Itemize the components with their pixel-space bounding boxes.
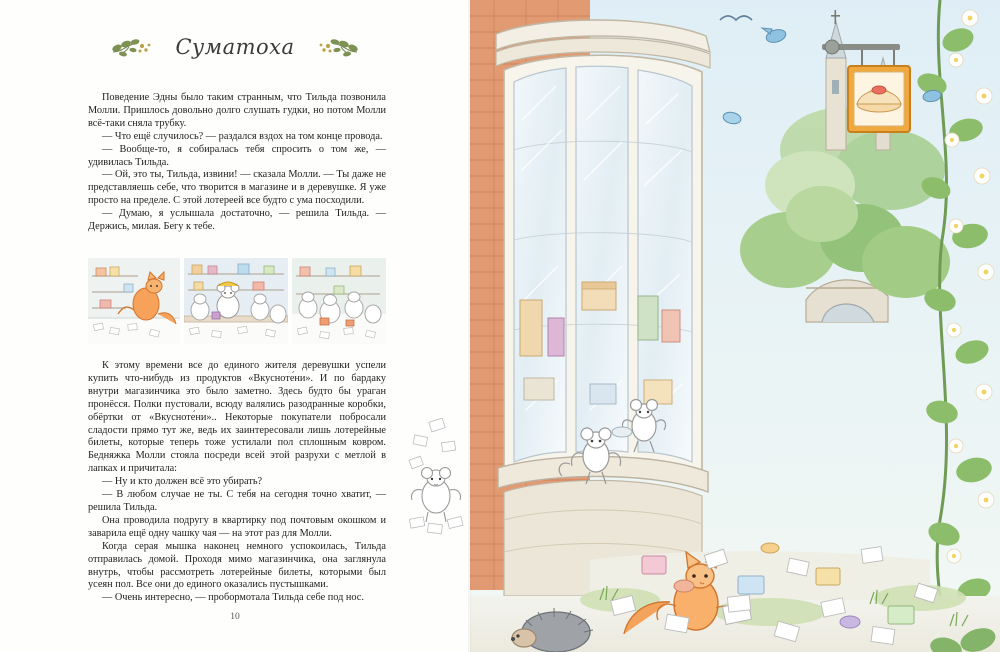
paragraph: Когда серая мышка наконец немного успокоилась, Тильда отправилась домой. Проходя мимо магазинчика, она заглянула внутрь, чтобы рассмотреть лотерейные билеты, которыми был усеян пол. Все они до единого оказались пустышками. [88, 540, 386, 591]
paragraph: — Что ещё случилось? — раздался вздох на том конце провода. [102, 130, 383, 142]
leaf-ornament-right-icon [307, 34, 361, 60]
page-number: 10 [230, 612, 240, 622]
chapter-title: Суматоха [175, 35, 295, 59]
paragraph: Она проводила подругу в квартирку под почтовым окошком и заварила ещё одну чашку чая — на этот раз для Молли. [88, 514, 386, 539]
book-gutter [468, 0, 472, 652]
left-text-page [0, 0, 470, 652]
body-text-bottom [88, 360, 386, 605]
mouse-with-scattered-letters [408, 418, 468, 538]
paragraph: — В любом случае не ты. С тебя на сегодня точно хватит, — решила Тильда. [88, 489, 386, 513]
right-illustration-page [470, 0, 1000, 652]
three-panel-shop-chaos-illustration [88, 258, 386, 344]
leaf-ornament-left-icon [109, 34, 163, 60]
paragraph: — Ну и кто должен всё это убирать? [102, 476, 263, 488]
paragraph: — Вообще-то, я собиралась тебя спросить о том же, — удивилась Тильда. [88, 143, 386, 168]
village-shop-bay-window-watercolor [470, 0, 1000, 652]
paragraph: — Очень интересно, — пробормотала Тильда себе под нос. [102, 592, 364, 604]
paragraph: — Думаю, я услышала достаточно, — решила Тильда. — Держись, милая. Бегу к тебе. [88, 208, 386, 233]
paragraph: Поведение Эдны было таким странным, что Тильда позвонила Молли. Пришлось довольно долго слушать гудки, но потом Молли всё-таки сняла трубку. [88, 92, 386, 129]
paragraph: — Ой, это ты, Тильда, извини! — сказала Молли. — Ты даже не представляешь себе, что творится в магазине и в деревушке. Я уже просто на пределе. С этой лотереей все будто с ума посходили. [88, 169, 386, 207]
body-text-top [88, 92, 386, 234]
paragraph: К этому времени все до единого жителя деревушки успели купить что-нибудь из продуктов «Вкусноте́ни». И по бардаку внутри магазинчика это было заметно. Здесь будто бы ураган пронёсся. Полки пустовали, всюду валялись разодранные коробки, обёртки от «Вкусноте́ни».. Некоторые покупатели побросали сладости прямо тут же, ведь их заинтересовали лишь лотерейные билеты, которые теперь тоже устилали пол сплошным ковром. Бедняжка Молли стояла посреди всей этой разрухи с метлой в лапках и причитала: [88, 360, 386, 475]
chapter-heading [0, 34, 470, 80]
